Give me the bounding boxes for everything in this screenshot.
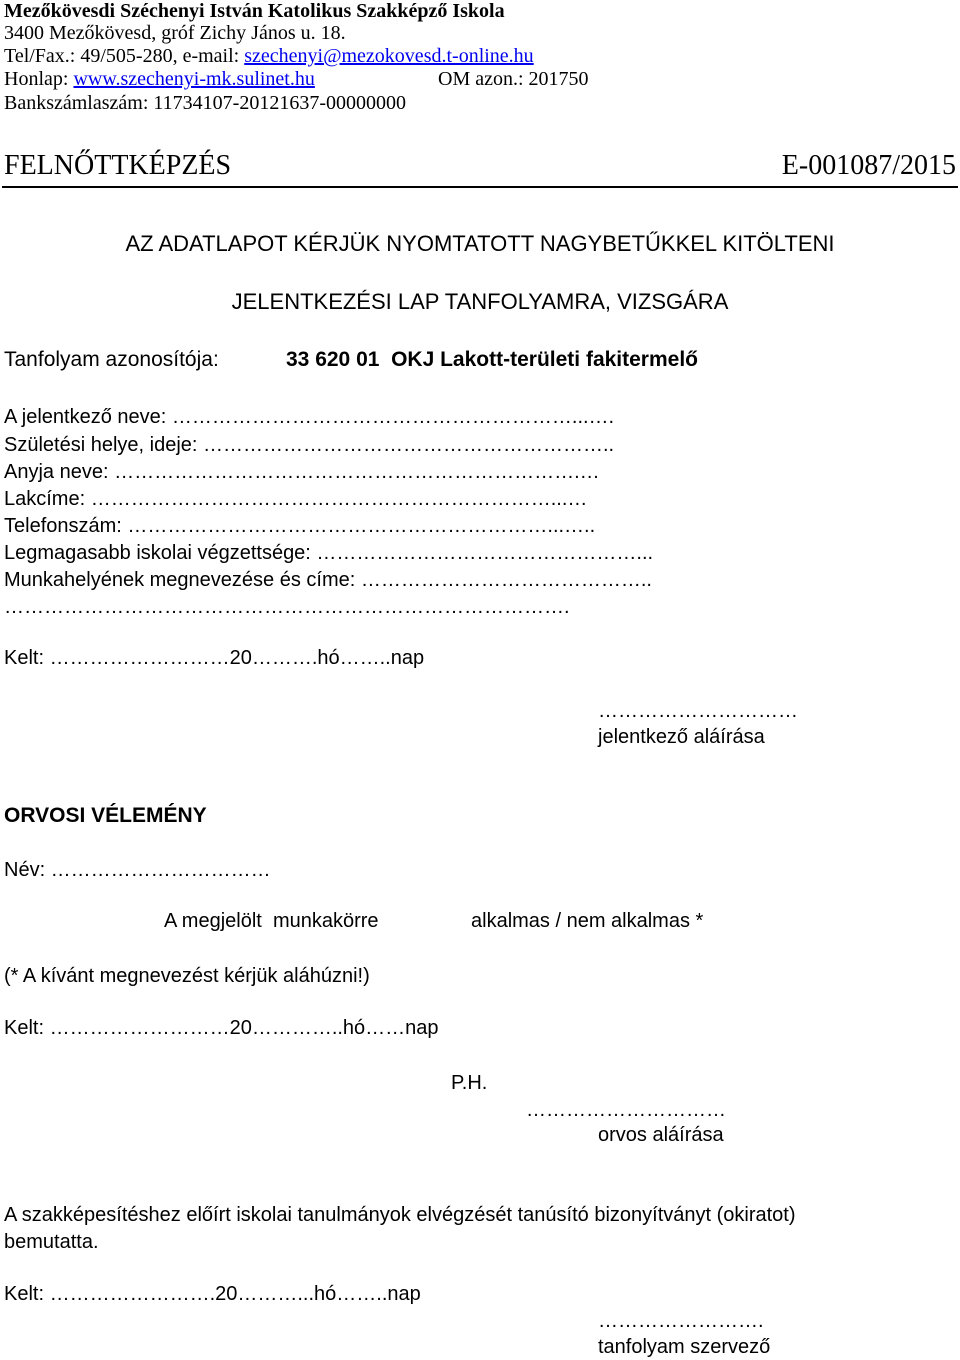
section-title: FELNŐTTKÉPZÉS [4, 150, 232, 181]
certificate-text-line2: bemutatta. [4, 1231, 99, 1253]
medical-name-field: Név: …………………………… [4, 859, 271, 881]
email-link[interactable]: szechenyi@mezokovesd.t-online.hu [244, 45, 534, 67]
section-divider [2, 186, 958, 188]
birth-place-date-field: Születési helye, ideje: …………………………………………………….. [4, 434, 615, 456]
fill-instructions: AZ ADATLAPOT KÉRJÜK NYOMTATOTT NAGYBETŰKKEL KITÖLTENI [125, 231, 835, 256]
school-address: 3400 Mezőkövesd, gróf Zichy János u. 18. [4, 22, 346, 44]
workplace-continuation-field: …………………………………………………………………………. [4, 596, 570, 618]
bank-account: Bankszámlaszám: 11734107-20121637-00000000 [4, 92, 406, 114]
organizer-date-field: Kelt: …………………….20………...hó……..nap [4, 1283, 421, 1305]
certificate-text-line1: A szakképesítéshez előírt iskolai tanulmányok elvégzését tanúsító bizonyítványt (okiratot) [4, 1204, 796, 1226]
applicant-date-field: Kelt: ………………………20……….hó……..nap [4, 647, 425, 669]
organizer-signature-line: ……………………. [598, 1310, 764, 1332]
stamp-placeholder: P.H. [451, 1072, 488, 1094]
telfax-label: Tel/Fax.: 49/505-280, e-mail: [4, 45, 245, 67]
medical-heading: ORVOSI VÉLEMÉNY [4, 804, 207, 827]
applicant-signature-line: ………………………… [598, 700, 798, 722]
contact-line [4, 45, 534, 67]
school-name: Mezőkövesdi Széchenyi István Katolikus Szakképző Iskola [4, 0, 505, 22]
mother-name-field: Anyja neve: …………………………………………………………….… [4, 461, 600, 483]
om-code: OM azon.: 201750 [438, 68, 589, 90]
doctor-signature-line: ………………………… [526, 1099, 726, 1121]
address-field: Lakcíme: ……………………………………………………………...… [4, 488, 588, 510]
form-title: JELENTKEZÉSI LAP TANFOLYAMRA, VIZSGÁRA [231, 289, 729, 314]
course-value: 33 620 01 OKJ Lakott-területi fakitermelő [286, 348, 698, 371]
homepage-label: Honlap: [4, 68, 74, 90]
education-field: Legmagasabb iskolai végzettsége: …………………………………………... [4, 542, 654, 564]
registration-number: E-001087/2015 [781, 150, 956, 181]
organizer-signature-label: tanfolyam szervező [598, 1336, 771, 1358]
medical-date-field: Kelt: ………………………20…………..hó……nap [4, 1017, 439, 1039]
phone-field: Telefonszám: ………………………………………………………...….. [4, 515, 596, 537]
position-label: A megjelölt munkakörre [164, 910, 379, 932]
fitness-options: alkalmas / nem alkalmas * [471, 910, 704, 932]
workplace-field: Munkahelyének megnevezése és címe: …………………………………….. [4, 569, 652, 591]
course-label: Tanfolyam azonosítója: [4, 348, 219, 371]
applicant-name-field: A jelentkező neve: ……………………………………………………...…. [4, 406, 615, 428]
homepage-line [4, 68, 315, 90]
underline-footnote: (* A kívánt megnevezést kérjük aláhúzni!) [4, 965, 370, 987]
applicant-signature-label: jelentkező aláírása [598, 726, 765, 748]
doctor-signature-label: orvos aláírása [598, 1124, 724, 1146]
homepage-link[interactable]: www.szechenyi-mk.sulinet.hu [73, 68, 315, 90]
